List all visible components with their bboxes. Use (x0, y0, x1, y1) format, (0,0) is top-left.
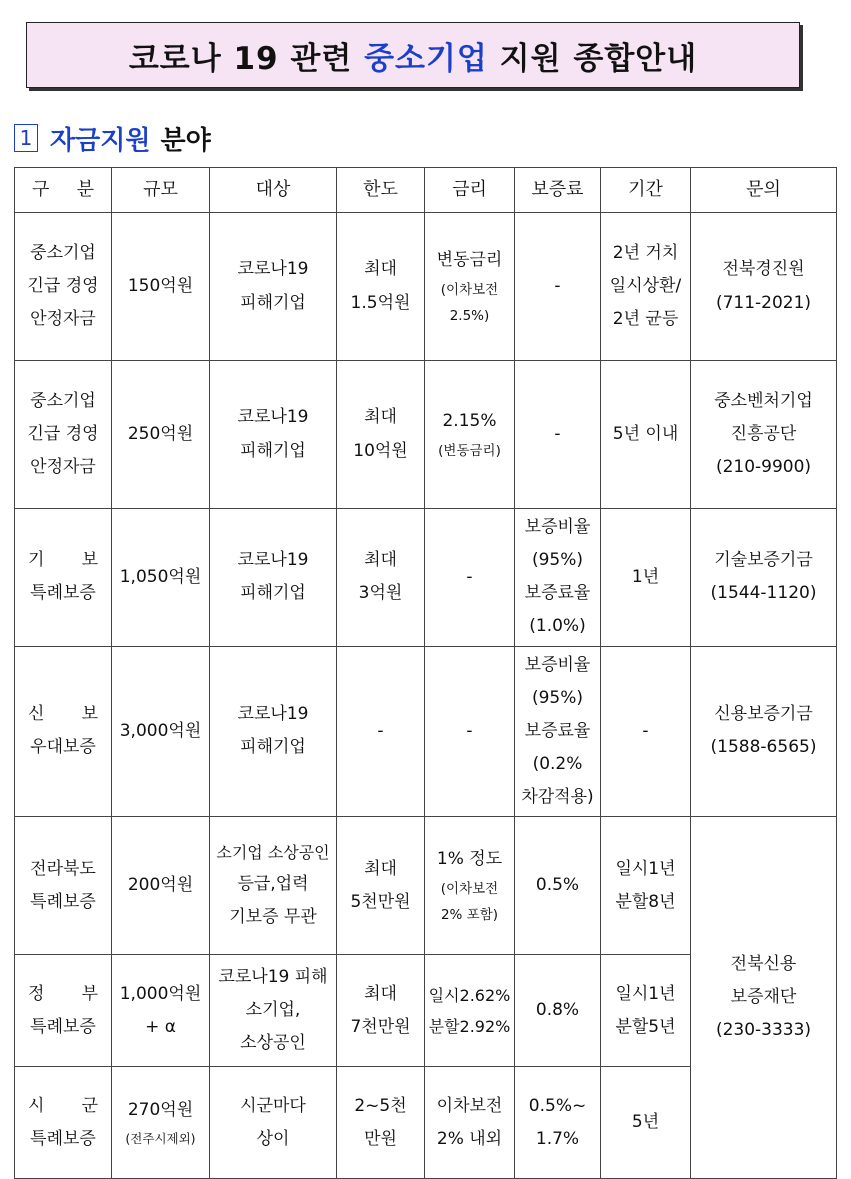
row-category (15, 955, 112, 1067)
category-line: 전라북도 (30, 858, 96, 879)
target-line: 기보증 무관 (229, 907, 317, 928)
table-row (15, 509, 837, 647)
target-line: 소상공인 (240, 1033, 306, 1054)
contact-line: 기술보증기금 (714, 550, 813, 571)
section-heading (14, 118, 211, 158)
row-category (15, 361, 112, 509)
contact-line: 신용보증기금 (714, 704, 813, 725)
limit-line: 최대 (364, 407, 397, 428)
target-line: 상이 (256, 1128, 290, 1149)
row-rate (425, 817, 515, 955)
period-line: 분할8년 (615, 891, 676, 912)
table-row (15, 817, 837, 955)
limit-line: 최대 (364, 550, 397, 571)
target-line: 코로나19 (237, 550, 309, 571)
rate-note: (이차보전 (440, 881, 499, 898)
table-row (15, 361, 837, 509)
header-target: 대상 (210, 168, 337, 213)
category-line: 중소기업 (30, 242, 96, 263)
target-line: 코로나19 (237, 407, 309, 428)
limit-line: 7천만원 (350, 1016, 411, 1037)
row-scale: 150억원 (112, 213, 210, 361)
target-line: 피해기업 (240, 583, 306, 604)
section-highlight: 자금지원 (50, 125, 151, 156)
category-char: 정 (28, 983, 45, 1004)
header-row (15, 168, 837, 213)
rate-note: 2% 포함) (440, 907, 499, 924)
row-period (601, 213, 691, 361)
category-char: 기 (28, 550, 45, 571)
contact-line: (1588-6565) (710, 737, 817, 758)
header-period: 기간 (601, 168, 691, 213)
fee-line: 0.5%~ (528, 1095, 587, 1116)
row-contact (691, 361, 837, 509)
row-fee: - (515, 213, 601, 361)
row-contact (691, 646, 837, 817)
category-line: 안정자금 (30, 309, 96, 330)
header-scale: 규모 (112, 168, 210, 213)
title-post: 지원 종합안내 (487, 40, 698, 77)
rate-line: 2.15% (442, 410, 497, 431)
scale-line: + α (145, 1016, 176, 1037)
fee-line: (95%) (531, 687, 584, 708)
target-line: 코로나19 (237, 259, 309, 280)
row-limit (337, 955, 425, 1067)
row-target (210, 361, 337, 509)
limit-line: 최대 (364, 858, 397, 879)
section-rest: 분야 (160, 125, 211, 156)
category-char: 보 (81, 550, 98, 571)
scale-line: 270억원 (127, 1100, 194, 1120)
limit-line: 2~5천 (354, 1095, 407, 1116)
row-category (15, 1067, 112, 1179)
category-char: 부 (81, 983, 98, 1004)
row-fee: 0.5% (515, 817, 601, 955)
header-fee: 보증료 (515, 168, 601, 213)
category-line: 긴급 경영 (27, 275, 99, 296)
row-rate (425, 955, 515, 1067)
contact-line: (711-2021) (715, 292, 812, 313)
limit-line: 3억원 (358, 583, 403, 604)
contact-line: (210-9900) (715, 457, 812, 478)
merged-contact (691, 817, 837, 1179)
limit-line: 1.5억원 (350, 292, 411, 313)
row-target (210, 509, 337, 647)
row-fee: 0.8% (515, 955, 601, 1067)
row-category (15, 817, 112, 955)
row-contact (691, 509, 837, 647)
row-category (15, 509, 112, 647)
row-scale (112, 1067, 210, 1179)
contact-line: 중소벤처기업 (714, 390, 813, 411)
row-period: - (601, 646, 691, 817)
row-limit: - (337, 646, 425, 817)
header-category-b: 분 (76, 179, 94, 201)
row-period: 5년 이내 (601, 361, 691, 509)
fee-line: 보증비율 (524, 654, 591, 675)
row-limit (337, 509, 425, 647)
fee-line: 보증료율 (524, 720, 591, 741)
target-line: 등급,업력 (237, 874, 309, 895)
page-title (26, 22, 800, 88)
category-split (18, 698, 108, 731)
rate-note: (변동금리) (438, 442, 501, 459)
header-contact: 문의 (691, 168, 837, 213)
category-char: 보 (81, 704, 98, 725)
category-line: 특례보증 (30, 583, 96, 604)
row-period (601, 817, 691, 955)
row-limit (337, 1067, 425, 1179)
target-line: 피해기업 (240, 440, 306, 461)
row-target (210, 646, 337, 817)
row-scale: 200억원 (112, 817, 210, 955)
header-rate: 금리 (425, 168, 515, 213)
rate-line: 이차보전 (436, 1095, 503, 1116)
row-scale: 1,050억원 (112, 509, 210, 647)
rate-note: 2.5%) (449, 308, 490, 325)
row-rate (425, 1067, 515, 1179)
row-target (210, 955, 337, 1067)
period-line: 일시상환/ (609, 275, 682, 296)
row-period: 1년 (601, 509, 691, 647)
row-scale: 250억원 (112, 361, 210, 509)
title-highlight: 중소기업 (364, 40, 488, 77)
period-line: 일시1년 (615, 858, 676, 879)
period-line: 2년 거치 (612, 242, 679, 263)
target-line: 시군마다 (240, 1095, 306, 1116)
category-split (18, 978, 108, 1011)
row-scale (112, 955, 210, 1067)
target-line: 피해기업 (240, 737, 306, 758)
row-fee (515, 509, 601, 647)
row-scale: 3,000억원 (112, 646, 210, 817)
category-line: 안정자금 (30, 457, 96, 478)
rate-line: 분할2.92% (428, 1016, 511, 1036)
table-row (15, 213, 837, 361)
target-line: 코로나19 피해 (218, 967, 328, 988)
rate-line: 1% 정도 (436, 848, 503, 869)
row-rate: - (425, 509, 515, 647)
category-char: 군 (81, 1095, 98, 1116)
support-table (14, 167, 837, 1179)
limit-line: 최대 (364, 259, 397, 280)
period-line: 분할5년 (615, 1016, 676, 1037)
category-split (18, 544, 108, 577)
category-line: 특례보증 (30, 891, 96, 912)
row-target (210, 817, 337, 955)
contact-line: 전북경진원 (722, 259, 805, 280)
fee-line: 보증비율 (524, 517, 591, 537)
fee-line: 차감적용) (521, 787, 594, 808)
rate-line: 변동금리 (436, 249, 503, 270)
fee-line: (95%) (531, 550, 584, 571)
fee-line: (0.2% (532, 753, 583, 774)
row-period: 5년 (601, 1067, 691, 1179)
fee-line: 1.7% (535, 1128, 580, 1149)
row-limit (337, 213, 425, 361)
contact-line: (230-3333) (715, 1020, 812, 1041)
row-rate (425, 213, 515, 361)
row-target (210, 1067, 337, 1179)
scale-line: 1,000억원 (119, 983, 202, 1004)
limit-line: 5천만원 (350, 891, 411, 912)
section-number: 1 (14, 124, 38, 152)
row-fee: - (515, 361, 601, 509)
target-line: 소기업 소상공인 (216, 843, 330, 863)
limit-line: 10억원 (353, 440, 408, 461)
target-line: 코로나19 (237, 704, 309, 725)
category-char: 신 (28, 704, 45, 725)
fee-line: 보증료율 (524, 583, 591, 604)
title-pre: 코로나 19 관련 (128, 40, 365, 77)
category-char: 시 (28, 1095, 45, 1116)
period-line: 일시1년 (615, 983, 676, 1004)
row-target (210, 213, 337, 361)
category-line: 긴급 경영 (27, 423, 99, 444)
scale-note: (전주시제외) (125, 1131, 196, 1147)
contact-line: (1544-1120) (710, 583, 817, 604)
row-fee (515, 646, 601, 817)
row-contact (691, 213, 837, 361)
contact-line: 보증재단 (730, 987, 797, 1008)
row-rate (425, 361, 515, 509)
header-category-a: 구 (32, 179, 50, 201)
header-category (15, 168, 112, 213)
category-line: 특례보증 (30, 1016, 96, 1037)
target-line: 소기업, (245, 1000, 301, 1021)
rate-note: (이차보전 (440, 281, 499, 298)
category-line: 중소기업 (30, 390, 96, 411)
fee-line: (1.0%) (529, 616, 586, 637)
row-category (15, 213, 112, 361)
contact-line: 진흥공단 (730, 423, 797, 444)
row-category (15, 646, 112, 817)
limit-line: 최대 (364, 983, 397, 1004)
row-fee (515, 1067, 601, 1179)
contact-line: 전북신용 (730, 954, 797, 975)
row-limit (337, 361, 425, 509)
category-line: 우대보증 (30, 737, 96, 758)
limit-line: 만원 (364, 1128, 397, 1149)
rate-line: 2% 내외 (436, 1128, 503, 1149)
period-line: 2년 균등 (612, 309, 679, 330)
row-rate: - (425, 646, 515, 817)
row-limit (337, 817, 425, 955)
category-line: 특례보증 (30, 1128, 96, 1149)
row-period (601, 955, 691, 1067)
rate-line: 일시2.62% (428, 985, 511, 1005)
category-split (18, 1090, 108, 1123)
table-row (15, 646, 837, 817)
header-limit: 한도 (337, 168, 425, 213)
target-line: 피해기업 (240, 292, 306, 313)
